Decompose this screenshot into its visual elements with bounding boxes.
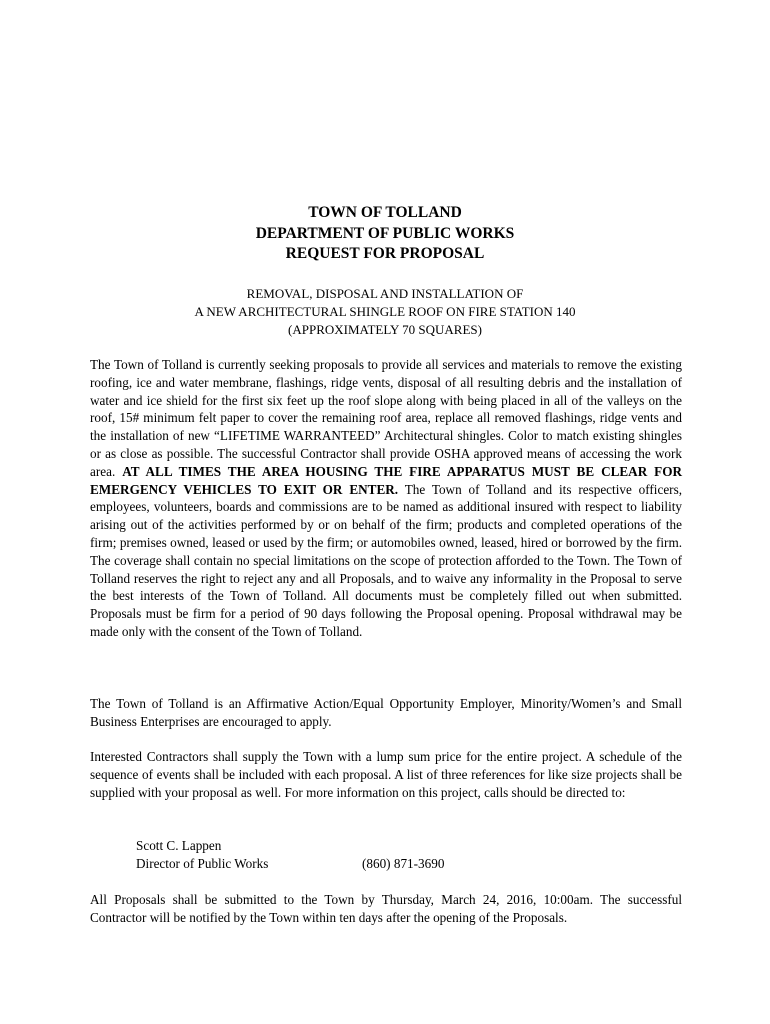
emergency-access-notice: AT ALL TIMES THE AREA HOUSING THE FIRE APPARATUS MUST BE CLEAR FOR EMERGENCY VEHICLES TO EXIT OR ENTER. [90,463,683,497]
scope-intro-text: The Town of Tolland is currently seeking proposals to provide all services and materials to remove the existing roofing, ice and water membrane, flashings, ridge vents, disposal of all resulting debris and the installation of water and ice shield for the first six feet up the roof slope along with being placed in all of the valleys on the roof, 15# minimum felt paper to cover the remaining roof area, replace all removed flashings, ridge vents and the installation of new “LIFETIME WARRANTEED” Architectural shingles. Color to match existing shingles or as close as possible. The successful Contractor shall provide OSHA approved means of accessing the work area. [90,357,682,479]
deadline-paragraph: All Proposals shall be submitted to the Town by Thursday, March 24, 2016, 10:00am. The successful Contractor will be notified by the Town within ten days after the opening of the Proposals. [90,892,682,925]
contact-phone: (860) 871-3690 [362,855,445,871]
title-line-town: TOWN OF TOLLAND [308,204,462,221]
project-subtitle [0,285,770,339]
contact-title: Director of Public Works [136,855,269,871]
subtitle-line-3: (APPROXIMATELY 70 SQUARES) [288,322,482,337]
title-line-department: DEPARTMENT OF PUBLIC WORKS [255,224,515,242]
submission-requirements-paragraph: Interested Contractors shall supply the Town with a lump sum price for the entire project. A schedule of the sequence of events shall be included with each proposal. A list of three references for like size projects shall be supplied with your proposal as well. For more information on this project, calls should be directed to: [90,749,682,800]
contact-name: Scott C. Lappen [136,838,222,853]
subtitle-line-1: REMOVAL, DISPOSAL AND INSTALLATION OF [246,286,524,301]
scope-terms-text: The Town of Tolland and its respective officers, employees, volunteers, boards and commissions are to be named as additional insured with respect to liability arising out of the activities performed by or on behalf of the firm; products and completed operations of the firm; premises owned, leased or used by the firm; or automobiles owned, leased, hired or borrowed by the firm. The coverage shall contain no special limitations on the scope of protection afforded to the Town. The Town of Tolland reserves the right to reject any and all Proposals, and to waive any informality in the Proposal to serve the best interests of the Town of Tolland. All documents must be completely filled out when submitted. Proposals must be firm for a period of 90 days following the Proposal opening. Proposal withdrawal may be made only with the consent of the Town of Tolland. [90,481,682,639]
scope-paragraph [90,356,682,641]
contact-block [136,837,444,873]
document-title [0,203,770,265]
equal-opportunity-paragraph: The Town of Tolland is an Affirmative Action/Equal Opportunity Employer, Minority/Women’s and Small Business Enterprises are encouraged to apply. [90,696,682,729]
subtitle-line-2: A NEW ARCHITECTURAL SHINGLE ROOF ON FIRE STATION 140 [194,304,576,319]
title-line-rfp: REQUEST FOR PROPOSAL [285,245,485,262]
